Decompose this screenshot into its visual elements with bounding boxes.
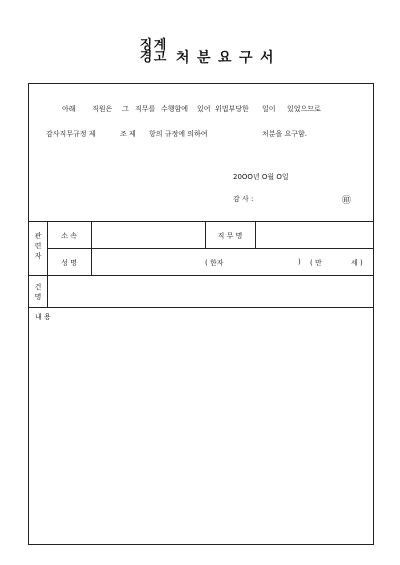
title-char: 처 bbox=[176, 50, 190, 66]
title-char: 서 bbox=[260, 50, 274, 66]
title-stack-1: 징 경 bbox=[139, 38, 153, 65]
document-title bbox=[0, 40, 400, 74]
affiliation-label: 소 속 bbox=[61, 232, 77, 240]
regulation-clause: 조 제 bbox=[120, 130, 136, 138]
statement-word: 그 bbox=[122, 105, 129, 113]
related-person-label: 관 련 자 bbox=[34, 232, 42, 260]
subject-label: 건 명 bbox=[34, 283, 42, 301]
title-char: 구 bbox=[239, 50, 253, 66]
statement-word: 위법부당한 bbox=[215, 105, 249, 113]
hanja-open: ( 한자 bbox=[205, 259, 224, 267]
content-label: 내 용 bbox=[35, 313, 51, 321]
title-stack-2: 계 고 bbox=[153, 38, 167, 65]
inspector-label: 감 사 : bbox=[233, 195, 254, 203]
grid-line bbox=[47, 248, 373, 249]
grid-line bbox=[29, 275, 373, 276]
seal-mark: ㊞ bbox=[342, 196, 352, 206]
statement-word: 있었으므로 bbox=[287, 105, 321, 113]
statement-word: 아래 bbox=[62, 105, 76, 113]
statement-word: 있어 bbox=[197, 105, 211, 113]
grid-line bbox=[29, 221, 373, 222]
age-unit: 세 ) bbox=[351, 259, 363, 267]
name-label: 성 명 bbox=[61, 259, 77, 267]
grid-line bbox=[91, 221, 92, 275]
regulation-paragraph: 항의 규정에 의하여 bbox=[149, 130, 208, 138]
regulation-article: 감사직무규정 제 bbox=[46, 130, 96, 138]
hanja-close: ) bbox=[298, 258, 301, 266]
grid-line bbox=[255, 221, 256, 248]
title-char: 요 bbox=[218, 50, 232, 66]
statement-word: 수행함에 bbox=[161, 105, 189, 113]
statement-word: 직무를 bbox=[135, 105, 156, 113]
title-char: 분 bbox=[197, 50, 211, 66]
date-field: 20OO년 O월 O일 bbox=[233, 173, 289, 181]
age-open: ( 만 bbox=[310, 259, 322, 267]
request-statement: 처분을 요구함. bbox=[262, 130, 308, 138]
statement-word: 일이 bbox=[262, 105, 276, 113]
position-label: 직 무 명 bbox=[217, 232, 243, 240]
grid-line bbox=[29, 307, 373, 308]
statement-word: 직원은 bbox=[92, 105, 113, 113]
request-form bbox=[28, 83, 374, 545]
